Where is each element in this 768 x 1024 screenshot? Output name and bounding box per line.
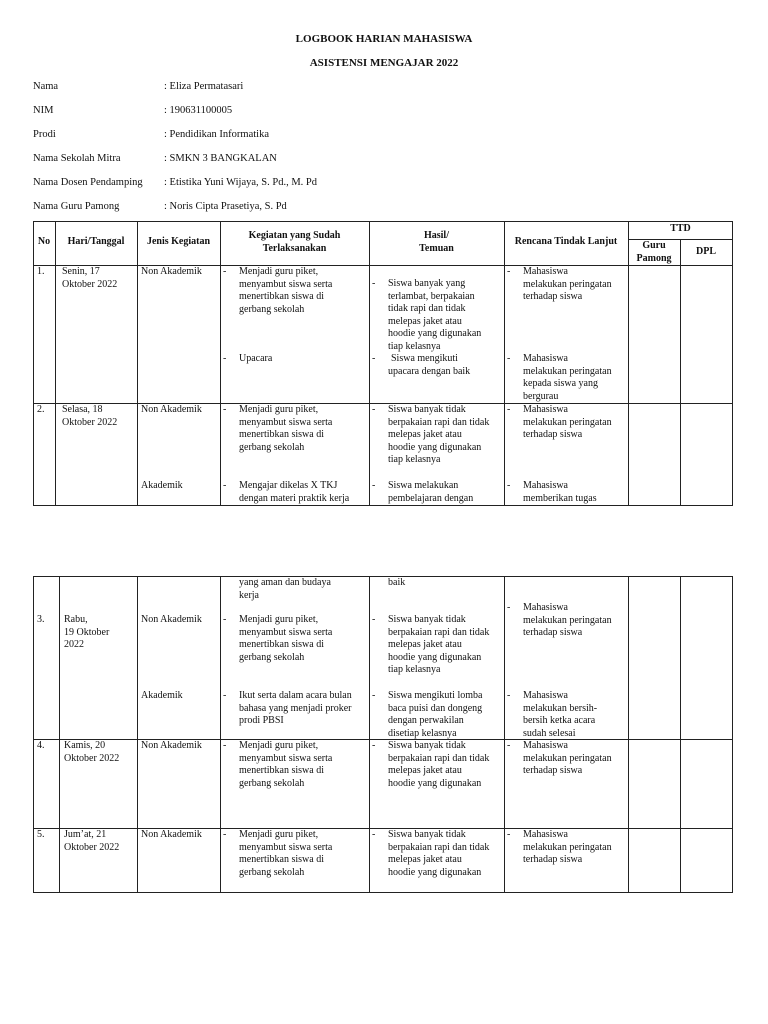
- document-title: LOGBOOK HARIAN MAHASISWA: [295, 33, 473, 45]
- text-line: menertibkan siswa di: [239, 429, 324, 440]
- text-line: hoodie yang digunakan: [388, 777, 482, 789]
- row1-result: [388, 278, 481, 353]
- text-line: Menjadi guru piket,: [239, 740, 319, 751]
- text-line: Mahasiswa: [523, 740, 568, 751]
- cont-result: baik: [388, 577, 406, 588]
- row5-no: 5.: [37, 829, 45, 840]
- col-plan-header: Rencana Tindak Lanjut: [514, 236, 618, 247]
- text-line: berpakaian rapi dan tidak: [388, 626, 490, 638]
- text-line: menyambut siswa serta: [239, 626, 333, 638]
- row5-plan: [523, 829, 612, 867]
- row2-result: [388, 404, 489, 467]
- info-value: : 190631100005: [164, 105, 233, 116]
- text-line: gerbang sekolah: [239, 651, 305, 663]
- text-line: kepada siswa yang: [523, 378, 598, 389]
- row5-date: [64, 829, 119, 854]
- text-line: Mahasiswa: [523, 353, 568, 364]
- col-result-line2: Temuan: [419, 242, 454, 254]
- row1-plan-b: [523, 353, 612, 403]
- text-line: Mahasiswa: [523, 602, 568, 613]
- col-done-line1: Kegiatan yang Sudah: [248, 230, 341, 241]
- col-done-header: [220, 230, 369, 255]
- info-label: Nama Guru Pamong: [33, 201, 120, 212]
- row3-activity-b: [239, 690, 352, 728]
- date-line: Oktober 2022: [64, 752, 120, 764]
- text-line: terhadap siswa: [523, 627, 583, 638]
- bullet-dash: -: [223, 480, 227, 491]
- date-line: Senin, 17: [62, 266, 100, 277]
- text-line: Siswa mengikuti: [391, 353, 458, 364]
- text-line: berpakaian rapi dan tidak: [388, 841, 490, 853]
- row4-result: [388, 740, 489, 790]
- text-line: Siswa banyak yang: [388, 278, 466, 289]
- text-line: berpakaian rapi dan tidak: [388, 416, 490, 428]
- row5-result: [388, 829, 489, 879]
- row2-activity: [239, 404, 332, 454]
- logbook-table-page1: [33, 221, 733, 506]
- row2-plan: [523, 404, 612, 442]
- col-guru-line2: Pamong: [636, 252, 672, 264]
- row2-date: [62, 404, 117, 429]
- text-line: kerja: [239, 589, 259, 601]
- text-line: sudah selesai: [523, 727, 576, 739]
- text-line: melakukan peringatan: [523, 614, 612, 626]
- row2-result-b: [388, 480, 473, 505]
- info-value: : Noris Cipta Prasetiya, S. Pd: [164, 201, 287, 212]
- row3-plan-b: [523, 690, 597, 740]
- text-line: terhadap siswa: [523, 854, 583, 865]
- text-line: Menjadi guru piket,: [239, 266, 319, 277]
- row1-no: 1.: [37, 266, 45, 277]
- row1-activity-b: Upacara: [239, 353, 273, 364]
- bullet-dash: -: [372, 480, 376, 491]
- bullet-dash: -: [507, 602, 511, 613]
- text-line: prodi PBSI: [239, 715, 284, 726]
- text-line: melakukan peringatan: [523, 365, 612, 377]
- text-line: tidak rapi dan tidak: [388, 303, 466, 314]
- bullet-dash: -: [223, 614, 227, 625]
- text-line: baca puisi dan dongeng: [388, 702, 483, 714]
- text-line: Mahasiswa: [523, 829, 568, 840]
- text-line: terhadap siswa: [523, 429, 583, 440]
- text-line: Menjadi guru piket,: [239, 404, 319, 415]
- text-line: bahasa yang menjadi proker: [239, 702, 352, 714]
- text-line: menertibkan siswa di: [239, 854, 324, 865]
- text-line: menyambut siswa serta: [239, 278, 333, 290]
- col-ttd-header: TTD: [670, 223, 691, 234]
- info-value: : Eliza Permatasari: [164, 81, 244, 92]
- text-line: melakukan peringatan: [523, 752, 612, 764]
- row3-no: 3.: [37, 614, 45, 625]
- col-dpl-header: DPL: [696, 246, 716, 257]
- row5-activity: [239, 829, 332, 879]
- row3-plan: [523, 602, 612, 640]
- text-line: Siswa melakukan: [388, 480, 459, 491]
- text-line: Mahasiswa: [523, 404, 568, 415]
- text-line: gerbang sekolah: [239, 441, 305, 453]
- row4-type: Non Akademik: [141, 740, 202, 751]
- bullet-dash: -: [507, 353, 511, 364]
- col-guru-line1: Guru: [642, 240, 666, 251]
- text-line: tiap kelasnya: [388, 664, 441, 675]
- text-line: hoodie yang digunakan: [388, 328, 482, 339]
- row3-activity: [239, 614, 332, 664]
- bullet-dash: -: [372, 829, 376, 840]
- row5-type: Non Akademik: [141, 829, 202, 840]
- document-subtitle: ASISTENSI MENGAJAR 2022: [309, 57, 459, 69]
- row3-type-b: Akademik: [141, 690, 183, 701]
- text-line: upacara dengan baik: [388, 365, 471, 377]
- text-line: melepas jaket atau: [388, 765, 462, 776]
- text-line: melakukan peringatan: [523, 278, 612, 290]
- logbook-table-page2: [33, 576, 733, 893]
- bullet-dash: -: [507, 266, 511, 277]
- bullet-dash: -: [223, 690, 227, 701]
- text-line: menyambut siswa serta: [239, 752, 333, 764]
- text-line: Menjadi guru piket,: [239, 614, 319, 625]
- bullet-dash: -: [372, 740, 376, 751]
- bullet-dash: -: [507, 690, 511, 701]
- text-line: menyambut siswa serta: [239, 416, 333, 428]
- date-line: 2022: [64, 639, 84, 650]
- text-line: disetiap kelasnya: [388, 727, 457, 739]
- text-line: terhadap siswa: [523, 765, 583, 776]
- text-line: memberikan tugas: [523, 492, 597, 504]
- col-date-header: Hari/Tanggal: [67, 236, 125, 247]
- bullet-dash: -: [223, 266, 227, 277]
- row3-date: [64, 614, 109, 652]
- text-line: hoodie yang digunakan: [388, 866, 482, 878]
- bullet-dash: -: [223, 353, 227, 364]
- row1-result-b: [388, 353, 471, 378]
- bullet-dash: -: [507, 829, 511, 840]
- bullet-dash: -: [372, 404, 376, 415]
- info-value: : Etistika Yuni Wijaya, S. Pd., M. Pd: [164, 177, 318, 188]
- row3-type: Non Akademik: [141, 614, 202, 625]
- text-line: melepas jaket atau: [388, 854, 462, 865]
- text-line: Mengajar dikelas X TKJ: [239, 480, 338, 491]
- row1-date: [62, 266, 117, 291]
- bullet-dash: -: [507, 480, 511, 491]
- col-done-line2: Terlaksanakan: [262, 242, 327, 254]
- date-line: Oktober 2022: [62, 278, 118, 290]
- bullet-dash: -: [223, 404, 227, 415]
- text-line: tiap kelasnya: [388, 340, 441, 352]
- bullet-dash: -: [372, 353, 376, 364]
- text-line: gerbang sekolah: [239, 866, 305, 878]
- col-result-line1: Hasil/: [423, 230, 449, 241]
- row2-activity-b: [239, 480, 349, 505]
- text-line: Mahasiswa: [523, 480, 568, 491]
- text-line: tiap kelasnya: [388, 454, 441, 465]
- info-label: Prodi: [33, 129, 56, 140]
- text-line: hoodie yang digunakan: [388, 651, 482, 663]
- info-value: : Pendidikan Informatika: [164, 129, 269, 140]
- text-line: melakukan bersih-: [523, 702, 598, 714]
- bullet-dash: -: [507, 404, 511, 415]
- col-no-header: No: [37, 236, 51, 247]
- info-label: NIM: [33, 105, 54, 116]
- date-line: Kamis, 20: [64, 740, 106, 751]
- text-line: terhadap siswa: [523, 291, 583, 302]
- text-line: melakukan peringatan: [523, 416, 612, 428]
- bullet-dash: -: [507, 740, 511, 751]
- text-line: Mahasiswa: [523, 690, 568, 701]
- row4-date: [64, 740, 119, 765]
- date-line: Rabu,: [64, 614, 88, 625]
- text-line: berpakaian rapi dan tidak: [388, 752, 490, 764]
- col-result-header: [369, 230, 504, 255]
- row3-result: [388, 614, 489, 677]
- text-line: gerbang sekolah: [239, 303, 305, 315]
- text-line: Ikut serta dalam acara bulan: [239, 690, 352, 701]
- text-line: Mahasiswa: [523, 266, 568, 277]
- row2-no: 2.: [37, 404, 45, 415]
- text-line: Siswa banyak tidak: [388, 740, 466, 751]
- text-line: yang aman dan budaya: [239, 577, 331, 588]
- row2-plan-b: [523, 480, 597, 505]
- bullet-dash: -: [372, 278, 376, 289]
- text-line: dengan materi praktik kerja: [239, 492, 350, 504]
- date-line: Oktober 2022: [64, 841, 120, 853]
- bullet-dash: -: [372, 614, 376, 625]
- row1-plan: [523, 266, 612, 304]
- text-line: bersih ketka acara: [523, 715, 596, 726]
- text-line: menyambut siswa serta: [239, 841, 333, 853]
- row3-result-b: [388, 690, 482, 740]
- date-line: Jum’at, 21: [64, 829, 107, 840]
- row1-type: Non Akademik: [141, 266, 202, 277]
- cont-activity: [239, 577, 331, 602]
- info-label: Nama: [33, 81, 59, 92]
- row4-no: 4.: [37, 740, 45, 751]
- text-line: melepas jaket atau: [388, 429, 462, 440]
- date-line: 19 Oktober: [64, 626, 110, 638]
- text-line: melepas jaket atau: [388, 315, 462, 327]
- text-line: menertibkan siswa di: [239, 291, 324, 302]
- row4-plan: [523, 740, 612, 778]
- text-line: menertibkan siswa di: [239, 639, 324, 650]
- date-line: Oktober 2022: [62, 416, 118, 428]
- text-line: gerbang sekolah: [239, 777, 305, 789]
- row1-activity: [239, 266, 332, 316]
- col-guru-pamong-header: [628, 240, 680, 265]
- text-line: Siswa banyak tidak: [388, 829, 466, 840]
- text-line: melakukan peringatan: [523, 841, 612, 853]
- text-line: Menjadi guru piket,: [239, 829, 319, 840]
- date-line: Selasa, 18: [62, 404, 103, 415]
- info-label: Nama Sekolah Mitra: [33, 153, 121, 164]
- text-line: melepas jaket atau: [388, 639, 462, 650]
- bullet-dash: -: [223, 740, 227, 751]
- text-line: pembelajaran dengan: [388, 492, 474, 504]
- row2-type: Non Akademik: [141, 404, 202, 415]
- row4-activity: [239, 740, 332, 790]
- text-line: Siswa mengikuti lomba: [388, 690, 483, 701]
- text-line: dengan perwakilan: [388, 715, 464, 726]
- text-line: Siswa banyak tidak: [388, 404, 466, 415]
- text-line: hoodie yang digunakan: [388, 441, 482, 453]
- info-label: Nama Dosen Pendamping: [33, 177, 143, 188]
- text-line: terlambat, berpakaian: [388, 290, 475, 302]
- text-line: Siswa banyak tidak: [388, 614, 466, 625]
- bullet-dash: -: [372, 690, 376, 701]
- bullet-dash: -: [223, 829, 227, 840]
- text-line: bergurau: [523, 390, 559, 402]
- row2-type-b: Akademik: [141, 480, 183, 491]
- text-line: menertibkan siswa di: [239, 765, 324, 776]
- col-type-header: Jenis Kegiatan: [146, 236, 211, 247]
- info-value: : SMKN 3 BANGKALAN: [164, 153, 277, 164]
